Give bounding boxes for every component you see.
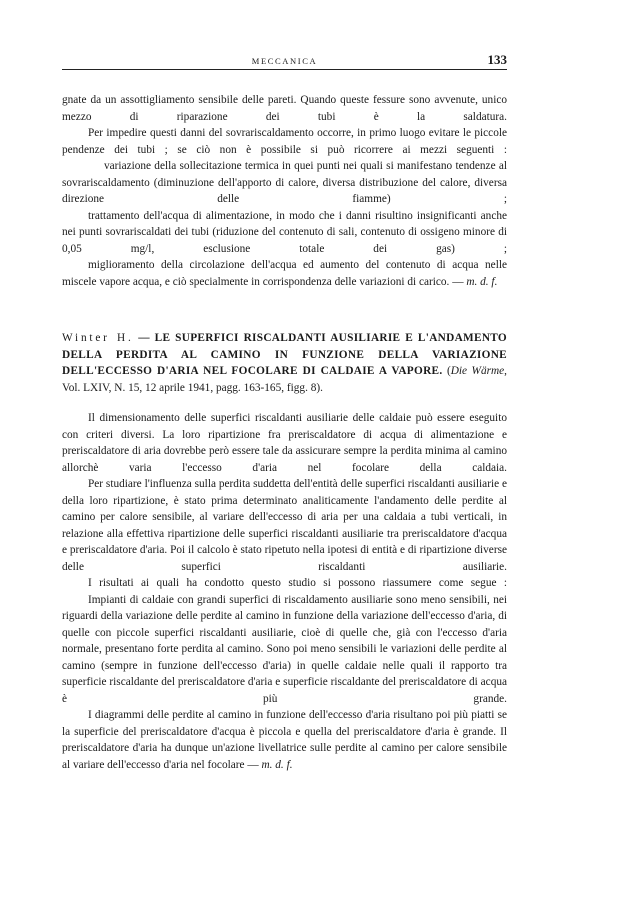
article-paragraph-5 bbox=[62, 707, 507, 773]
remedy-item-2: trattamento dell'acqua di alimentazione, in modo che i danni risultino insignificanti anche nei punti sovrariscaldati dei tubi (riduzione del contenuto di sali, contenuto di ossigeno minore di 0,05 mg/l, esclusione totale dei gas) ; bbox=[62, 209, 507, 255]
article-heading: Winter H. — LE SUPERFICI RISCALDANTI AUSILIARIE E L'ANDAMENTO DELLA PERDITA AL CAMINO IN FUNZIONE DELLA VARIAZIONE DELL'ECCESSO D'ARIA NEL FOCOLARE DI CALDAIE A VAPORE. (Die Wärme, Vol. LXIV, N. 15, 12 aprile 1941, pagg. 163-165, figg. 8). bbox=[62, 332, 507, 394]
article-author: Winter H. bbox=[62, 332, 134, 344]
page-number: 133 bbox=[487, 52, 507, 67]
article-source-journal: Die Wärme bbox=[450, 365, 505, 377]
article-paragraph-5-text: I diagrammi delle perdite al camino in funzione dell'eccesso d'aria risultano poi più piatti se la superficie del preriscaldatore d'acqua è piccola e quella del preriscaldatore d'aria è grande. Il preriscaldatore d'aria ha dunque un'azione livellatrice sulle perdite al camino per calore sensibile al variare dell'eccesso d'aria nel focolare — bbox=[62, 709, 507, 771]
remedy-item-3-text: miglioramento della circolazione dell'acqua ed aumento del contenuto di acqua nelle miscele vapore acqua, e ciò specialmente in corrispondenza delle variazioni di carico. — bbox=[62, 259, 507, 288]
remedy-item-3 bbox=[62, 257, 507, 290]
article-author-initials: m. d. f. bbox=[261, 758, 293, 771]
running-head-section: MECCANICA bbox=[251, 56, 318, 66]
continuation-paragraph-1: gnate da un assottigliamento sensibile delle pareti. Quando queste fessure sono avvenute, unico mezzo di riparazione dei tubi è la saldatura. bbox=[62, 94, 507, 123]
author-initials: m. d. f. bbox=[466, 275, 498, 288]
article-paragraph-3: I risultati ai quali ha condotto questo studio si possono riassumere come segue : bbox=[88, 577, 507, 589]
article-paragraph-2: Per studiare l'influenza sulla perdita suddetta dell'entità delle superfici riscaldanti ausiliarie e della loro ripartizione, è stato prima determinato analiticamente l'andamento delle perdite al camino per calore sensibile, al variare dell'eccesso di aria per una caldaia a tubi verticali, in relazione alla effettiva ripartizione delle superfici riscaldanti ausiliarie tra preriscaldatore d'acqua e preriscaldatore d'aria. Poi il calcolo è stato ripetuto nella ipotesi di entità e di ripartizione diverse delle superfici riscaldanti ausiliarie. bbox=[62, 478, 507, 573]
running-head bbox=[62, 52, 507, 70]
article-body bbox=[62, 410, 507, 773]
remedy-item-1: variazione della sollecitazione termica in quei punti nei quali si manifestano tendenze al sovrariscaldamento (diminuzione dell'apporto di calore, diversa distribuzione del calore, diversa direzione delle fiamme) ; bbox=[62, 160, 507, 205]
article-source-details: , Vol. LXIV, N. 15, 12 aprile 1941, pagg. 163-165, figg. 8). bbox=[62, 365, 507, 394]
running-head-rule bbox=[62, 69, 507, 70]
continuation-paragraph-2: Per impedire questi danni del sovrariscaldamento occorre, in primo luogo evitare le piccole pendenze dei tubi ; se ciò non è possibile si può ricorrere ai mezzi seguenti : bbox=[62, 127, 507, 156]
article-paragraph-1: Il dimensionamento delle superfici riscaldanti ausiliarie delle caldaie può essere eseguito con criteri diversi. La loro ripartizione fra preriscaldatore di acqua di alimentazione e preriscaldatore di aria dovrebbe però essere tale da assicurare sempre la perdita minima al camino allorchè varia l'eccesso d'aria nel focolare della caldaia. bbox=[62, 412, 507, 474]
page bbox=[62, 52, 507, 773]
article-paragraph-4: Impianti di caldaie con grandi superfici di riscaldamento ausiliarie sono meno sensibili, nei riguardi della variazione delle perdite al camino in funzione della variazione dell'eccesso d'aria, di quelle con piccole superfici riscaldanti ausiliarie, cioè di quelle che, già con l'eccesso d'aria normale, presentano forte perdita al camino. Sono poi meno sensibili le variazioni delle perdite al camino (sempre in funzione dell'eccesso d'aria) in quelle caldaie nelle quali il rapporto tra superficie riscaldante del preriscaldatore d'aria e superficie riscaldante del preriscaldatore di acqua è più grande. bbox=[62, 593, 507, 705]
continuation-block bbox=[62, 92, 507, 290]
article-title: — LE SUPERFICI RISCALDANTI AUSILIARIE E L'ANDAMENTO DELLA PERDITA AL CAMINO IN FUNZIONE DELLA VARIAZIONE DELL'ECCESSO D'ARIA NEL FOCOLARE DI CALDAIE A VAPORE. bbox=[62, 332, 507, 377]
